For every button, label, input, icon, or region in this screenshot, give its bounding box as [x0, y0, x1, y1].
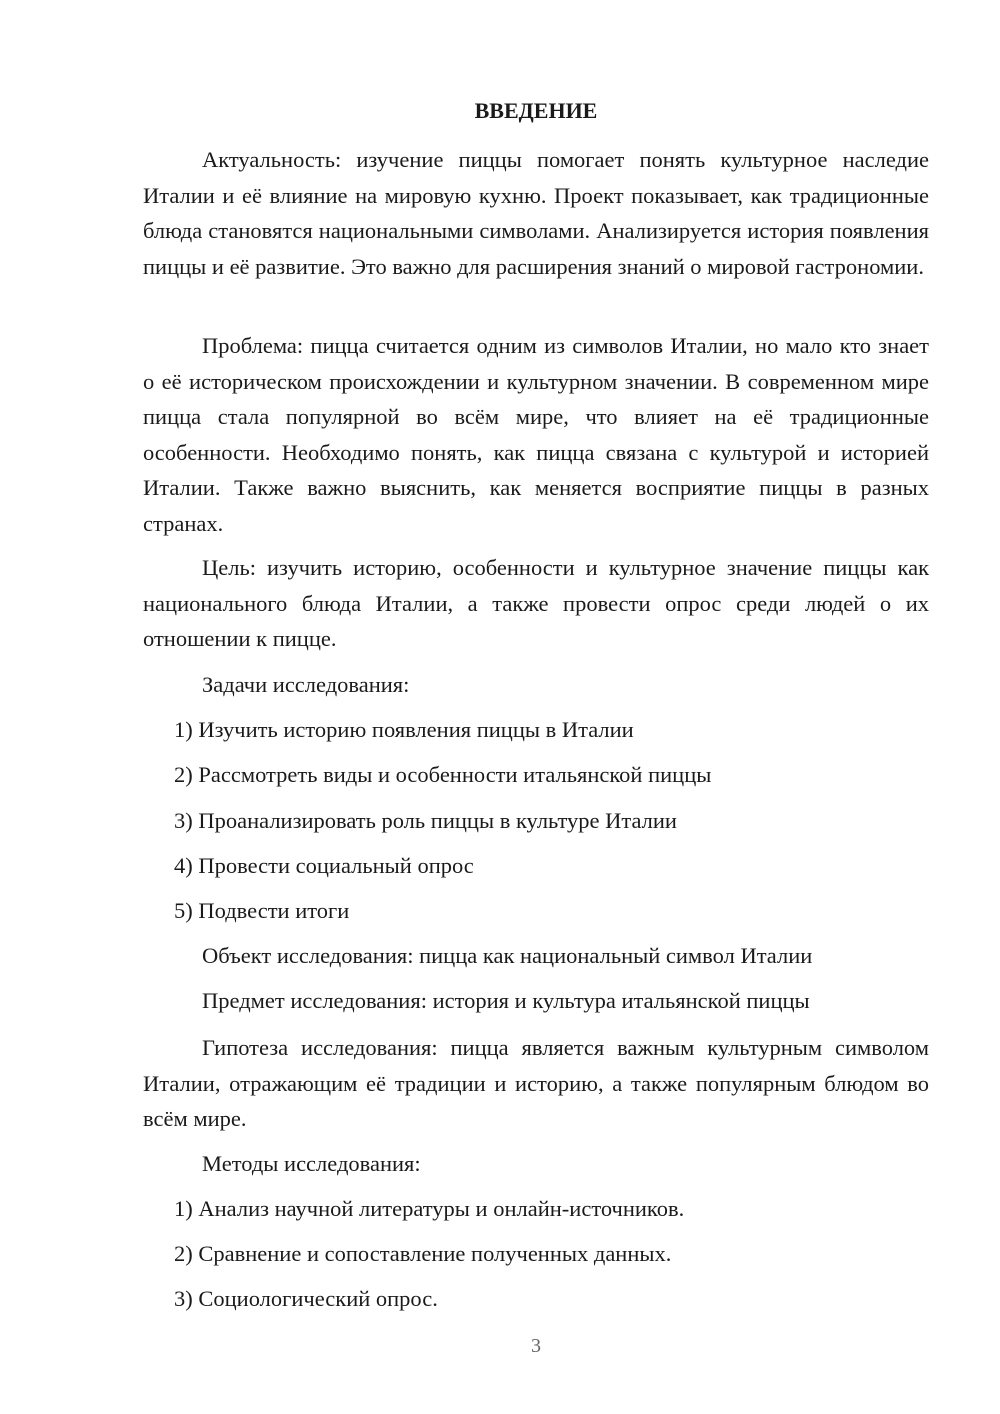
- method-item: 3) Социологический опрос.: [174, 1286, 438, 1311]
- hypothesis-paragraph: Гипотеза исследования: пицца является важным культурным символом Италии, отражающим её традиции и историю, а также популярным блюдом во всём мире.: [143, 1035, 929, 1131]
- problem-paragraph: Проблема: пицца считается одним из символов Италии, но мало кто знает о её историческом происхождении и культурном значении. В современном мире пицца стала популярной во всём мире, что влияет на её традиционные особенности. Необходимо понять, как пицца связана с культурой и историей Италии. Также важно выяснить, как меняется восприятие пиццы в разных странах.: [143, 333, 929, 536]
- task-item: 1) Изучить историю появления пиццы в Италии: [174, 717, 634, 742]
- section-title: ВВЕДЕНИЕ: [474, 98, 598, 123]
- method-item: 2) Сравнение и сопоставление полученных данных.: [174, 1241, 672, 1266]
- page-number: 3: [531, 1335, 541, 1357]
- task-item: 4) Провести социальный опрос: [174, 853, 474, 878]
- relevance-paragraph: Актуальность: изучение пиццы помогает понять культурное наследие Италии и её влияние на мировую кухню. Проект показывает, как традиционные блюда становятся национальными символами. Анализируется история появления пиццы и её развитие. Это важно для расширения знаний о мировой гастрономии.: [143, 147, 929, 279]
- tasks-heading: Задачи исследования:: [202, 672, 410, 697]
- subject-line: Предмет исследования: история и культура итальянской пиццы: [202, 988, 810, 1013]
- task-item: 2) Рассмотреть виды и особенности итальянской пиццы: [174, 762, 712, 787]
- goal-paragraph: Цель: изучить историю, особенности и культурное значение пиццы как национального блюда Италии, а также провести опрос среди людей о их отношении к пицце.: [143, 555, 929, 651]
- method-item: 1) Анализ научной литературы и онлайн-источников.: [174, 1196, 685, 1221]
- methods-heading: Методы исследования:: [202, 1151, 421, 1176]
- task-item: 5) Подвести итоги: [174, 898, 350, 923]
- object-line: Объект исследования: пицца как национальный символ Италии: [202, 943, 813, 968]
- task-item: 3) Проанализировать роль пиццы в культуре Италии: [174, 808, 677, 833]
